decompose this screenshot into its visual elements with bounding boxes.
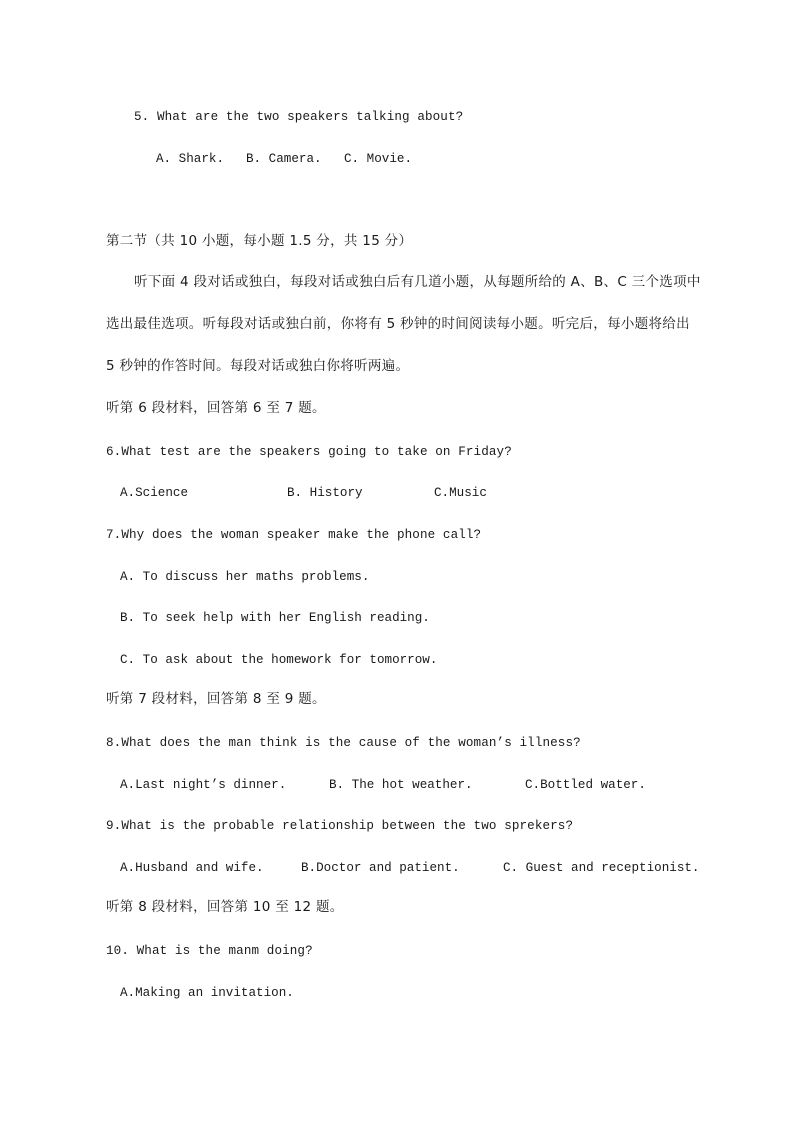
question-7-option-a: A. To discuss her maths problems. — [120, 570, 370, 584]
question-7: 7.Why does the woman speaker make the phone call? — [106, 528, 482, 542]
material-6-heading: 听第 6 段材料，回答第 6 至 7 题。 — [106, 400, 326, 416]
question-10-option-a: A.Making an invitation. — [120, 986, 294, 1000]
question-6-option-b: B. History — [287, 486, 363, 500]
question-7-option-c: C. To ask about the homework for tomorrow. — [120, 653, 438, 667]
question-8-option-a: A.Last night’s dinner. — [120, 778, 287, 792]
question-8-option-c: C.Bottled water. — [525, 778, 646, 792]
question-8: 8.What does the man think is the cause of the woman’s illness? — [106, 736, 581, 750]
question-7-option-b: B. To seek help with her English reading. — [120, 611, 430, 625]
question-6: 6.What test are the speakers going to take on Friday? — [106, 445, 512, 459]
question-8-option-b: B. The hot weather. — [329, 778, 473, 792]
section-2-heading: 第二节（共 10 小题，每小题 1.5 分，共 15 分） — [106, 233, 413, 249]
question-5-option-c: C. Movie. — [344, 152, 413, 166]
question-6-option-c: C.Music — [434, 486, 487, 500]
question-6-option-a: A.Science — [120, 486, 189, 500]
question-9: 9.What is the probable relationship between the two sprekers? — [106, 819, 574, 833]
section-2-instruction-line-1: 听下面 4 段对话或独白，每段对话或独白后有几道小题，从每题所给的 A、B、C 三个选项中 — [134, 274, 701, 290]
question-5-option-a: A. Shark. — [156, 152, 225, 166]
section-2-instruction-line-3: 5 秒钟的作答时间。每段对话或独白你将听两遍。 — [106, 358, 410, 374]
question-5: 5. What are the two speakers talking about? — [134, 110, 464, 124]
question-9-option-a: A.Husband and wife. — [120, 861, 264, 875]
section-2-instruction-line-2: 选出最佳选项。听每段对话或独白前，你将有 5 秒钟的时间阅读每小题。听完后，每小题将给出 — [106, 316, 690, 332]
material-7-heading: 听第 7 段材料，回答第 8 至 9 题。 — [106, 691, 326, 707]
material-8-heading: 听第 8 段材料，回答第 10 至 12 题。 — [106, 899, 344, 915]
question-10: 10. What is the manm doing? — [106, 944, 313, 958]
question-9-option-b: B.Doctor and patient. — [301, 861, 460, 875]
question-9-option-c: C. Guest and receptionist. — [503, 861, 700, 875]
question-5-option-b: B. Camera. — [246, 152, 322, 166]
